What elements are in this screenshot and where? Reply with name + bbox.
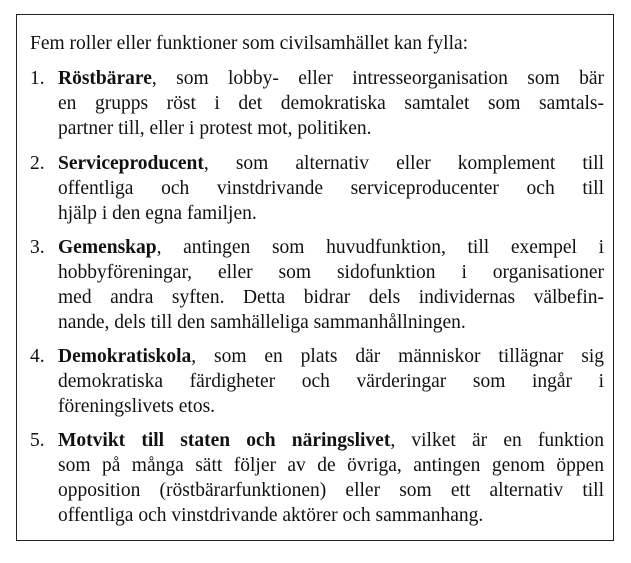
item-term: Demokratiskola <box>58 346 192 367</box>
intro-text: Fem roller eller funktioner som civilsamhället kan fylla: <box>30 33 469 54</box>
item-number: 2. <box>30 153 45 174</box>
item-line: hobbyföreningar, eller som sidofunktion i organisationer <box>58 262 604 283</box>
item-number: 4. <box>30 346 45 367</box>
item-first-line <box>58 68 604 93</box>
item-line: nande, dels till den samhälleliga sammanhållningen. <box>58 312 466 333</box>
item-line: offentliga och vinstdrivande aktörer och sammanhang. <box>58 505 484 526</box>
item-first-line <box>58 153 604 178</box>
item-term: Röstbärare <box>58 68 152 89</box>
item-line: demokratiska färdigheter och värderingar som ingår i <box>58 371 604 392</box>
item-line: hjälp i den egna familjen. <box>58 203 257 224</box>
item-line: en grupps röst i det demokratiska samtalet som samtals- <box>58 93 604 114</box>
item-line: partner till, eller i protest mot, politiken. <box>58 118 372 139</box>
item-line: opposition (röstbärarfunktionen) eller som ett alternativ till <box>58 480 604 501</box>
item-line: med andra syften. Detta bidrar dels individernas välbefin- <box>58 287 604 308</box>
item-number: 1. <box>30 68 45 89</box>
item-term: Serviceproducent <box>58 153 204 174</box>
item-first-rest: , som lobby- eller intresseorganisation som bär <box>151 68 604 89</box>
item-number: 5. <box>30 430 45 451</box>
item-term: Gemenskap <box>58 237 157 258</box>
item-first-line <box>58 237 604 262</box>
item-term: Motvikt till staten och näringslivet <box>58 430 391 451</box>
item-first-rest: , antingen som huvudfunktion, till exempel i <box>156 237 604 258</box>
item-first-line <box>58 430 604 455</box>
item-first-rest: , vilket är en funktion <box>390 430 604 451</box>
item-number: 3. <box>30 237 45 258</box>
item-line: föreningslivets etos. <box>58 396 216 417</box>
item-first-line <box>58 346 604 371</box>
item-first-rest: , som alternativ eller komplement till <box>203 153 604 174</box>
item-line: som på många sätt följer av de övriga, antingen genom öppen <box>58 455 604 476</box>
item-line: offentliga och vinstdrivande serviceproducenter och till <box>58 178 604 199</box>
item-first-rest: , som en plats där människor tillägnar sig <box>191 346 604 367</box>
